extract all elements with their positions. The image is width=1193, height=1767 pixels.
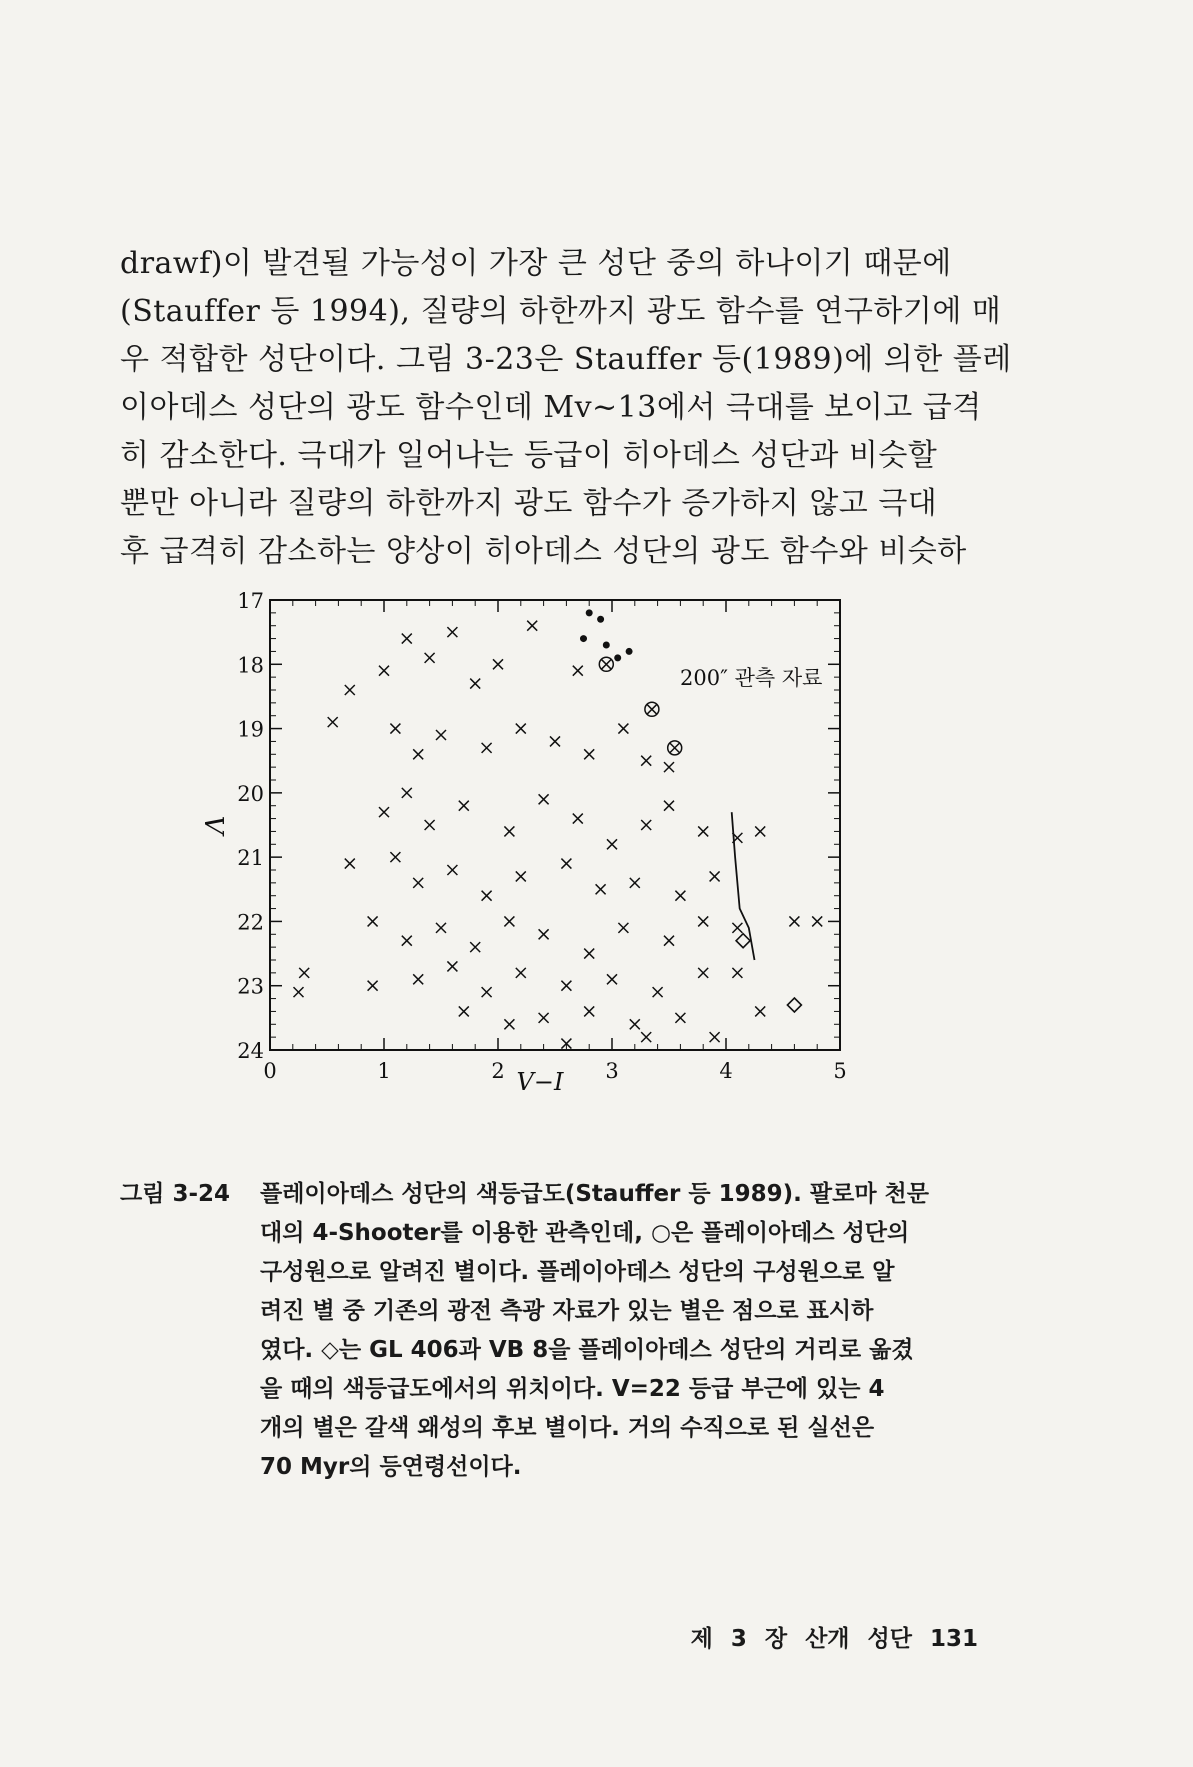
cross-point xyxy=(664,762,674,772)
cross-point xyxy=(402,788,412,798)
x-tick-label: 2 xyxy=(491,1059,505,1083)
cross-point xyxy=(641,820,651,830)
caption-line: 대의 4-Shooter를 이용한 관측인데, ○은 플레이아데스 성단의 xyxy=(260,1220,910,1246)
cross-point xyxy=(618,724,628,734)
y-axis-label: V xyxy=(198,815,228,835)
y-tick-label: 22 xyxy=(237,910,264,935)
cross-point xyxy=(596,884,606,894)
cross-point xyxy=(425,820,435,830)
cross-point xyxy=(710,871,720,881)
dot-point xyxy=(626,648,633,655)
cross-point xyxy=(539,794,549,804)
body-line: drawf)이 발견될 가능성이 가장 큰 성단 중의 하나이기 때문에 xyxy=(120,246,952,281)
cross-point xyxy=(630,878,640,888)
cross-point xyxy=(345,685,355,695)
y-tick-label: 18 xyxy=(237,653,264,678)
caption-line: 였다. ◇는 GL 406과 VB 8을 플레이아데스 성단의 거리로 옮겼 xyxy=(260,1337,914,1363)
cross-point xyxy=(447,627,457,637)
cross-point xyxy=(516,724,526,734)
cross-point xyxy=(504,1019,514,1029)
cross-point xyxy=(789,916,799,926)
cross-point xyxy=(539,1013,549,1023)
cross-point xyxy=(379,666,389,676)
body-line: 뿐만 아니라 질량의 하한까지 광도 함수가 증가하지 않고 극대 xyxy=(120,486,938,521)
cross-point xyxy=(493,659,503,669)
cross-point xyxy=(447,865,457,875)
cross-point xyxy=(504,916,514,926)
cross-point xyxy=(664,936,674,946)
cross-point xyxy=(561,981,571,991)
x-tick-label: 4 xyxy=(719,1059,733,1083)
cross-point xyxy=(664,801,674,811)
cross-point xyxy=(755,1006,765,1016)
cross-point xyxy=(812,916,822,926)
cross-point xyxy=(413,749,423,759)
x-tick-label: 3 xyxy=(605,1059,619,1083)
body-line: 이아데스 성단의 광도 함수인데 Mv~13에서 극대를 보이고 급격 xyxy=(120,390,982,425)
dot-point xyxy=(597,616,604,623)
diamond-point xyxy=(787,998,801,1012)
cross-point xyxy=(653,987,663,997)
cross-point xyxy=(504,826,514,836)
member-cross xyxy=(670,743,680,753)
caption-line: 개의 별은 갈색 왜성의 후보 별이다. 거의 수직으로 된 실선은 xyxy=(260,1415,875,1441)
cross-point xyxy=(482,891,492,901)
y-tick-label: 19 xyxy=(237,717,264,742)
cross-point xyxy=(550,736,560,746)
cross-point xyxy=(345,859,355,869)
cross-point xyxy=(573,666,583,676)
cross-point xyxy=(459,1006,469,1016)
cross-point xyxy=(470,679,480,689)
cross-point xyxy=(573,814,583,824)
cross-point xyxy=(425,653,435,663)
cross-point xyxy=(641,756,651,766)
cross-point xyxy=(328,717,338,727)
caption-line: 려진 별 중 기존의 광전 측광 자료가 있는 별은 점으로 표시하 xyxy=(260,1298,874,1324)
cross-point xyxy=(436,923,446,933)
cross-point xyxy=(630,1019,640,1029)
caption-line: 70 Myr의 등연령선이다. xyxy=(260,1454,522,1480)
cross-point xyxy=(698,916,708,926)
dot-point xyxy=(586,609,593,616)
y-tick-label: 21 xyxy=(237,846,264,871)
cross-point xyxy=(482,987,492,997)
cross-point xyxy=(698,826,708,836)
cross-point xyxy=(436,730,446,740)
caption-line: 구성원으로 알려진 별이다. 플레이아데스 성단의 구성원으로 알 xyxy=(260,1259,895,1285)
cross-point xyxy=(698,968,708,978)
cross-point xyxy=(732,968,742,978)
dot-point xyxy=(603,642,610,649)
caption-line: 플레이아데스 성단의 색등급도(Stauffer 등 1989). 팔로마 천문 xyxy=(260,1181,929,1207)
cross-point xyxy=(675,1013,685,1023)
cross-point xyxy=(732,923,742,933)
cross-point xyxy=(584,1006,594,1016)
x-tick-label: 0 xyxy=(263,1059,277,1083)
isochrone-line xyxy=(732,812,755,960)
cross-point xyxy=(470,942,480,952)
y-tick-label: 20 xyxy=(237,781,264,806)
cross-point xyxy=(527,621,537,631)
color-magnitude-figure xyxy=(198,589,955,1150)
cross-point xyxy=(607,974,617,984)
cross-point xyxy=(584,749,594,759)
body-line: (Stauffer 등 1994), 질량의 하한까지 광도 함수를 연구하기에 매 xyxy=(120,294,1002,329)
cross-point xyxy=(390,852,400,862)
color-magnitude-plot xyxy=(198,589,955,1150)
cross-point xyxy=(675,891,685,901)
cross-point xyxy=(299,968,309,978)
caption-label: 그림 3-24 xyxy=(120,1181,230,1207)
cross-point xyxy=(561,859,571,869)
chapter-title: 산개 성단 xyxy=(805,1626,912,1652)
cross-point xyxy=(539,929,549,939)
cross-point xyxy=(390,724,400,734)
x-axis-label: V−I xyxy=(516,1068,564,1096)
caption-line: 을 때의 색등급도에서의 위치이다. V=22 등급 부근에 있는 4 xyxy=(260,1376,885,1402)
cross-point xyxy=(607,839,617,849)
body-line: 후 급격히 감소하는 양상이 히아데스 성단의 광도 함수와 비슷하 xyxy=(120,534,967,569)
cross-point xyxy=(402,936,412,946)
cross-point xyxy=(482,743,492,753)
dot-point xyxy=(580,635,587,642)
annotation-label: 200″ 관측 자료 xyxy=(680,666,823,690)
cross-point xyxy=(413,974,423,984)
body-line: 우 적합한 성단이다. 그림 3-23은 Stauffer 등(1989)에 의한 플레 xyxy=(120,342,1012,377)
chapter-number: 제 3 장 xyxy=(690,1626,788,1652)
cross-point xyxy=(516,968,526,978)
body-paragraph xyxy=(120,240,1010,576)
cross-point xyxy=(413,878,423,888)
cross-point xyxy=(447,961,457,971)
diamond-point xyxy=(736,934,750,948)
cross-point xyxy=(402,634,412,644)
cross-point xyxy=(368,981,378,991)
y-tick-label: 24 xyxy=(237,1039,264,1063)
cross-point xyxy=(516,871,526,881)
cross-point xyxy=(755,826,765,836)
cross-point xyxy=(459,801,469,811)
member-cross xyxy=(647,704,657,714)
member-cross xyxy=(601,659,611,669)
page-number: 131 xyxy=(929,1626,978,1652)
cross-point xyxy=(368,916,378,926)
cross-point xyxy=(710,1032,720,1042)
cross-point xyxy=(618,923,628,933)
page-footer xyxy=(0,1620,978,1653)
cross-point xyxy=(584,949,594,959)
cross-point xyxy=(294,987,304,997)
caption-text xyxy=(260,1175,1010,1487)
x-tick-label: 1 xyxy=(377,1059,391,1083)
cross-point xyxy=(641,1032,651,1042)
y-tick-label: 17 xyxy=(237,589,264,613)
cross-point xyxy=(379,807,389,817)
y-tick-label: 23 xyxy=(237,974,264,999)
x-tick-label: 5 xyxy=(833,1059,847,1083)
dot-point xyxy=(614,654,621,661)
body-line: 히 감소한다. 극대가 일어나는 등급이 히아데스 성단과 비슷할 xyxy=(120,438,938,473)
